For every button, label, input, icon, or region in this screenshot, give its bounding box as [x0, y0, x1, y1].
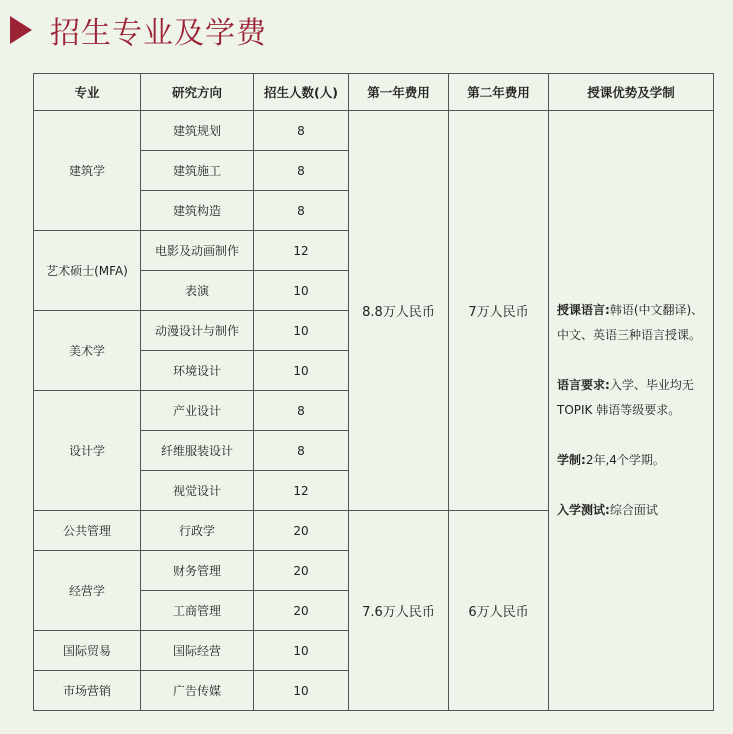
triangle-bullet-icon	[10, 16, 32, 44]
major-cell: 艺术硕士(MFA)	[34, 231, 141, 311]
count-cell: 8	[254, 391, 349, 431]
first-year-fee-cell: 7.6万人民币	[349, 511, 449, 711]
count-cell: 8	[254, 151, 349, 191]
col-header-first-year-fee: 第一年费用	[349, 74, 449, 111]
enrollment-table	[33, 73, 714, 711]
count-cell: 12	[254, 471, 349, 511]
count-cell: 8	[254, 431, 349, 471]
advantage-item	[557, 448, 705, 473]
count-cell: 12	[254, 231, 349, 271]
second-year-fee-cell: 6万人民币	[449, 511, 549, 711]
col-header-advantages: 授课优势及学制	[549, 74, 714, 111]
page-header	[10, 8, 267, 52]
count-cell: 20	[254, 551, 349, 591]
major-cell: 建筑学	[34, 111, 141, 231]
count-cell: 8	[254, 111, 349, 151]
col-header-count: 招生人数(人)	[254, 74, 349, 111]
major-cell: 经营学	[34, 551, 141, 631]
advantage-label: 入学测试:	[557, 503, 610, 517]
count-cell: 10	[254, 351, 349, 391]
direction-cell: 工商管理	[141, 591, 254, 631]
count-cell: 8	[254, 191, 349, 231]
advantage-text: 综合面试	[609, 503, 658, 517]
col-header-second-year-fee: 第二年费用	[449, 74, 549, 111]
count-cell: 20	[254, 511, 349, 551]
direction-cell: 表演	[141, 271, 254, 311]
direction-cell: 建筑规划	[141, 111, 254, 151]
direction-cell: 动漫设计与制作	[141, 311, 254, 351]
major-cell: 市场营销	[34, 671, 141, 711]
direction-cell: 广告传媒	[141, 671, 254, 711]
major-cell: 国际贸易	[34, 631, 141, 671]
direction-cell: 环境设计	[141, 351, 254, 391]
advantage-text: 2年,4个学期。	[585, 453, 665, 467]
col-header-direction: 研究方向	[141, 74, 254, 111]
advantage-label: 学制:	[557, 453, 586, 467]
count-cell: 20	[254, 591, 349, 631]
count-cell: 10	[254, 311, 349, 351]
count-cell: 10	[254, 671, 349, 711]
page-title: 招生专业及学费	[50, 16, 267, 51]
header-row	[34, 74, 714, 111]
direction-cell: 行政学	[141, 511, 254, 551]
direction-cell: 国际经营	[141, 631, 254, 671]
advantage-item	[557, 498, 705, 523]
advantages-cell	[549, 111, 714, 711]
table-row	[34, 111, 714, 151]
advantage-item	[557, 298, 705, 348]
direction-cell: 视觉设计	[141, 471, 254, 511]
major-cell: 美术学	[34, 311, 141, 391]
second-year-fee-cell: 7万人民币	[449, 111, 549, 511]
advantage-label: 授课语言:	[557, 303, 610, 317]
advantage-text: 入学、毕业均无 TOPIK 韩语等级要求。	[557, 378, 694, 417]
count-cell: 10	[254, 271, 349, 311]
advantage-item	[557, 373, 705, 423]
direction-cell: 纤维服装设计	[141, 431, 254, 471]
advantage-text: 韩语(中文翻译)、中文、英语三种语言授课。	[557, 303, 704, 342]
direction-cell: 建筑施工	[141, 151, 254, 191]
col-header-major: 专业	[34, 74, 141, 111]
major-cell: 公共管理	[34, 511, 141, 551]
direction-cell: 产业设计	[141, 391, 254, 431]
direction-cell: 建筑构造	[141, 191, 254, 231]
direction-cell: 财务管理	[141, 551, 254, 591]
advantage-label: 语言要求:	[557, 378, 610, 392]
count-cell: 10	[254, 631, 349, 671]
major-cell: 设计学	[34, 391, 141, 511]
direction-cell: 电影及动画制作	[141, 231, 254, 271]
first-year-fee-cell: 8.8万人民币	[349, 111, 449, 511]
